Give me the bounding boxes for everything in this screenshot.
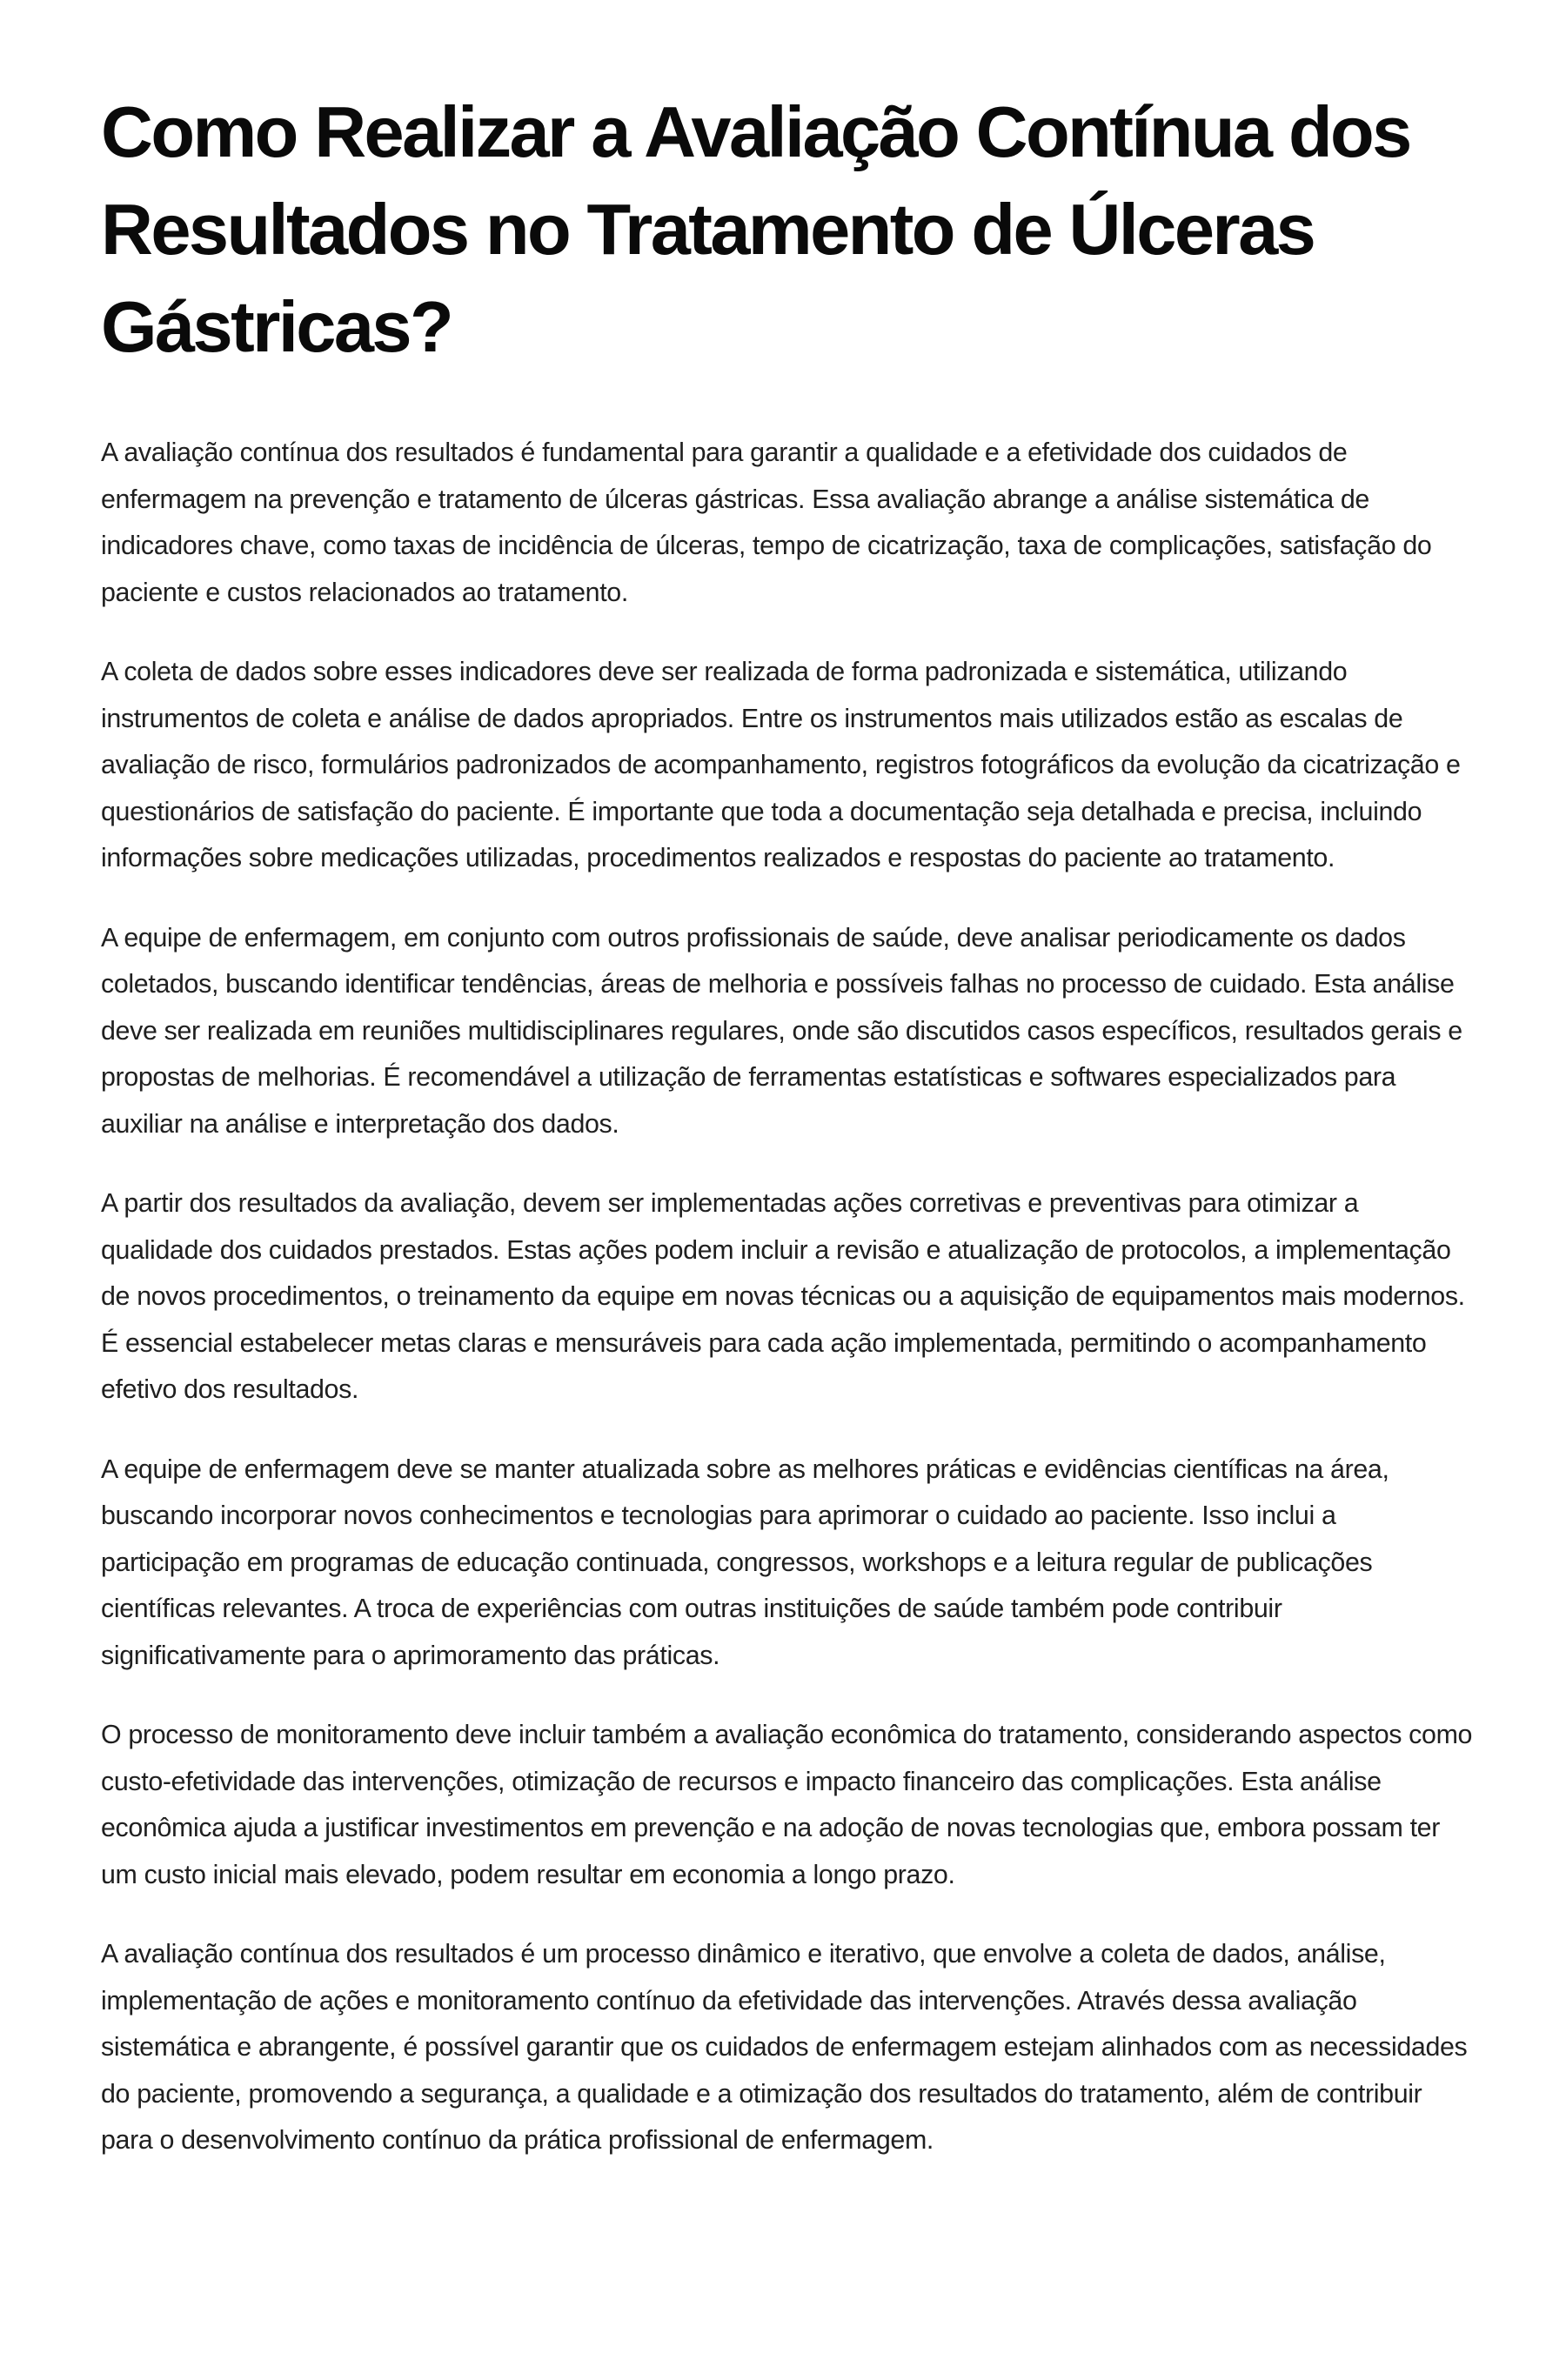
paragraph-corrective-actions: A partir dos resultados da avaliação, devem ser implementadas ações corretivas e preventivas para otimizar a qualidade dos cuidados prestados. Estas ações podem incluir a revisão e atualização de protocolos, a implementação de novos procedimentos, o treinamento da equipe em novas técnicas ou a aquisição de equipamentos mais modernos. É essencial estabelecer metas claras e mensuráveis para cada ação implementada, permitindo o acompanhamento efetivo dos resultados. — [101, 1188, 1465, 1404]
paragraph-intro: A avaliação contínua dos resultados é fundamental para garantir a qualidade e a efetividade dos cuidados de enfermagem na prevenção e tratamento de úlceras gástricas. Essa avaliação abrange a análise sistemática de indicadores chave, como taxas de incidência de úlceras, tempo de cicatrização, taxa de complicações, satisfação do paciente e custos relacionados ao tratamento. — [101, 438, 1432, 607]
paragraph-economic-evaluation: O processo de monitoramento deve incluir também a avaliação econômica do tratamento, considerando aspectos como custo-efetividade das intervenções, otimização de recursos e impacto financeiro das complicações. Esta análise econômica ajuda a justificar investimentos em prevenção e na adoção de novas tecnologias que, embora possam ter um custo inicial mais elevado, podem resultar em economia a longo prazo. — [101, 1720, 1473, 1889]
paragraph-data-collection: A coleta de dados sobre esses indicadores deve ser realizada de forma padronizada e sistemática, utilizando instrumentos de coleta e análise de dados apropriados. Entre os instrumentos mais utilizados estão as escalas de avaliação de risco, formulários padronizados de acompanhamento, registros fotográficos da evolução da cicatrização e questionários de satisfação do paciente. É importante que toda a documentação seja detalhada e precisa, incluindo informações sobre medicações utilizadas, procedimentos realizados e respostas do paciente ao tratamento. — [101, 657, 1461, 872]
document-page — [101, 84, 1476, 2197]
paragraph-conclusion: A avaliação contínua dos resultados é um processo dinâmico e iterativo, que envolve a coleta de dados, análise, implementação de ações e monitoramento contínuo da efetividade das intervenções. Através dessa avaliação sistemática e abrangente, é possível garantir que os cuidados de enfermagem estejam alinhados com as necessidades do paciente, promovendo a segurança, a qualidade e a otimização dos resultados do tratamento, além de contribuir para o desenvolvimento contínuo da prática profissional de enfermagem. — [101, 1939, 1468, 2155]
paragraph-data-analysis: A equipe de enfermagem, em conjunto com outros profissionais de saúde, deve analisar periodicamente os dados coletados, buscando identificar tendências, áreas de melhoria e possíveis falhas no processo de cuidado. Esta análise deve ser realizada em reuniões multidisciplinares regulares, onde são discutidos casos específicos, resultados gerais e propostas de melhorias. É recomendável a utilização de ferramentas estatísticas e softwares especializados para auxiliar na análise e interpretação dos dados. — [101, 922, 1462, 1139]
paragraph-continuing-education: A equipe de enfermagem deve se manter atualizada sobre as melhores práticas e evidências científicas na área, buscando incorporar novos conhecimentos e tecnologias para aprimorar o cuidado ao paciente. Isso inclui a participação em programas de educação continuada, congressos, workshops e a leitura regular de publicações científicas relevantes. A troca de experiências com outras instituições de saúde também pode contribuir significativamente para o aprimoramento das práticas. — [101, 1454, 1389, 1670]
page-title: Como Realizar a Avaliação Contínua dos Resultados no Tratamento de Úlceras Gástricas? — [101, 91, 1410, 367]
